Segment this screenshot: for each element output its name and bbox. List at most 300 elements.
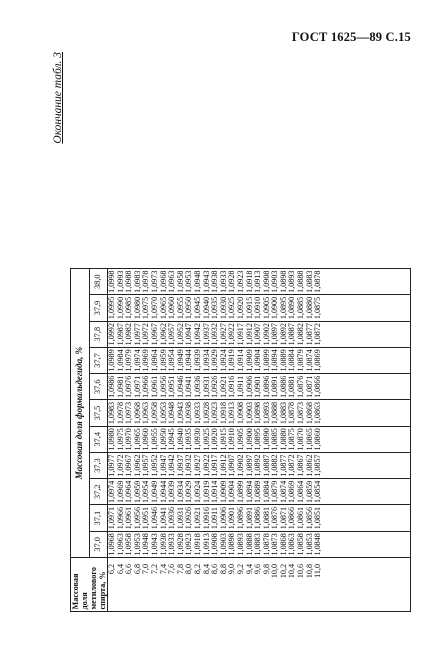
density-value: 1,0848 [313,533,323,556]
density-value: 1,0907 [227,454,237,477]
density-value: 1,0978 [115,401,125,425]
density-value: 1,0911 [235,375,245,398]
density-value: 1,0949 [149,480,159,503]
density-value: 1,0913 [253,270,263,293]
density-value: 1,0990 [115,296,125,320]
methanol-value: 10,2 [278,564,288,579]
density-value: 1,0918 [244,270,254,293]
density-value: 1,0971 [107,506,116,530]
density-value: 1,0940 [201,296,211,320]
density-value: 1,0956 [132,506,142,530]
density-value: 1,0883 [253,533,263,556]
methanol-value: 10,8 [304,564,314,579]
density-value: 1,0970 [124,428,134,451]
density-value: 1,0873 [296,401,306,425]
density-value: 1,0890 [261,428,271,451]
density-value: 1,0960 [141,428,151,451]
density-value: 1,0878 [287,401,297,425]
density-column [108,269,411,295]
density-value: 1,0892 [278,323,288,346]
density-column [108,347,411,373]
density-value: 1,0985 [124,296,134,320]
density-value: 1,0974 [132,349,142,372]
density-value: 1,0938 [158,533,168,556]
table-caption: Окончание табл. 3 [52,52,64,144]
density-value: 1,0993 [115,270,125,293]
methanol-value: 9,0 [227,564,237,575]
density-value: 1,0892 [253,454,263,477]
density-value: 1,0867 [296,454,306,477]
density-value: 1,0914 [210,480,220,503]
density-value: 1,0873 [270,533,280,556]
density-value: 1,0952 [175,323,185,346]
density-value: 1,0947 [184,323,194,346]
density-value: 1,0965 [158,296,168,320]
density-value: 1,0913 [201,533,211,556]
density-value: 1,0973 [124,401,134,425]
methanol-value: 8,6 [210,564,220,575]
density-value: 1,0866 [287,506,297,530]
density-value: 1,0912 [218,454,228,477]
density-value: 1,0898 [253,401,263,425]
density-value: 1,0952 [149,454,159,477]
density-value: 1,0874 [278,480,288,503]
column-header: 37,3 [89,452,108,478]
column-header: 37,4 [89,426,108,452]
density-value: 1,0851 [313,506,323,530]
density-value: 1,0936 [192,375,202,398]
density-value: 1,0933 [167,533,177,556]
density-value: 1,0963 [141,401,151,425]
density-value: 1,0903 [244,401,254,425]
page-title: ГОСТ 1625—89 С.15 [291,30,411,44]
density-value: 1,0893 [235,533,245,556]
density-value: 1,0908 [261,270,271,293]
density-value: 1,0945 [192,296,202,320]
density-value: 1,0981 [115,375,125,398]
methanol-value: 6,2 [107,564,116,575]
density-value: 1,0868 [304,401,314,425]
density-value: 1,0959 [132,480,142,503]
density-value: 1,0925 [201,428,211,451]
density-value: 1,0861 [296,506,306,530]
density-value: 1,0986 [107,375,116,398]
density-value: 1,0946 [149,506,159,530]
density-value: 1,0884 [287,349,297,372]
density-value: 1,0937 [175,454,185,477]
density-value: 1,0929 [210,349,220,372]
density-value: 1,0971 [132,375,142,398]
density-value: 1,0939 [167,480,177,503]
density-value: 1,0924 [218,349,228,372]
density-value: 1,0897 [244,454,254,477]
density-value: 1,0882 [270,454,280,477]
row-header-methanol: Массовая доля метилового спирта, % [71,558,108,612]
density-value: 1,0898 [227,533,237,556]
density-value: 1,0977 [107,454,116,477]
density-value: 1,0895 [278,296,288,320]
density-value: 1,0960 [167,296,177,320]
density-value: 1,0917 [210,454,220,477]
density-value: 1,0941 [184,375,194,398]
density-value: 1,0885 [270,428,280,451]
density-value: 1,0973 [149,270,159,293]
density-value: 1,0870 [296,428,306,451]
methanol-value: 7,0 [141,564,151,575]
density-value: 1,0967 [124,454,134,477]
density-value: 1,0995 [107,296,116,320]
density-value: 1,0977 [132,323,142,346]
density-value: 1,0898 [278,270,288,293]
density-value: 1,0899 [235,480,245,503]
density-value: 1,0955 [149,428,159,451]
density-value: 1,0983 [107,401,116,425]
density-value: 1,0923 [235,270,245,293]
density-value: 1,0904 [227,480,237,503]
density-value: 1,0902 [235,454,245,477]
column-header: 37,6 [89,374,108,400]
density-value: 1,0957 [141,454,151,477]
density-value: 1,0899 [261,349,271,372]
methanol-value: 10,0 [270,564,280,579]
density-value: 1,0944 [184,349,194,372]
header-row-span [71,269,90,612]
density-value: 1,0975 [115,428,125,451]
density-value: 1,0860 [313,428,323,451]
density-value: 1,0881 [287,375,297,398]
density-value: 1,0865 [304,428,314,451]
density-value: 1,0923 [184,533,194,556]
density-value: 1,0992 [107,323,116,346]
column-header: 37,1 [89,505,108,531]
density-value: 1,0949 [175,349,185,372]
methanol-value: 7,4 [158,564,168,575]
density-value: 1,0936 [167,506,177,530]
density-value: 1,0934 [175,480,185,503]
density-value: 1,0947 [158,454,168,477]
density-value: 1,0890 [287,296,297,320]
density-value: 1,0853 [304,533,314,556]
density-value: 1,0931 [175,506,185,530]
density-value: 1,0980 [132,296,142,320]
density-value: 1,0876 [270,506,280,530]
density-value: 1,0866 [313,375,323,398]
density-value: 1,0879 [296,349,306,372]
density-value: 1,0874 [304,349,314,372]
density-value: 1,0903 [218,533,228,556]
methanol-column [108,558,411,612]
density-value: 1,0928 [201,401,211,425]
density-value: 1,0921 [192,506,202,530]
density-value: 1,0905 [261,296,271,320]
density-value: 1,0972 [115,454,125,477]
density-value: 1,0932 [210,323,220,346]
density-value: 1,0935 [184,428,194,451]
density-column [108,531,411,557]
density-value: 1,0889 [253,480,263,503]
density-value: 1,0906 [244,375,254,398]
density-value: 1,0929 [184,480,194,503]
density-column [108,479,411,505]
density-value: 1,0877 [304,323,314,346]
density-column [108,374,411,400]
density-value: 1,0948 [192,270,202,293]
density-value: 1,0951 [167,375,177,398]
density-value: 1,0918 [218,401,228,425]
column-header: 37,9 [89,295,108,321]
table-row [108,269,411,612]
density-value: 1,0984 [115,349,125,372]
density-value: 1,0943 [175,401,185,425]
density-value: 1,0910 [227,428,237,451]
density-value: 1,0962 [132,454,142,477]
density-value: 1,0959 [158,349,168,372]
density-value: 1,0953 [158,401,168,425]
density-value: 1,0882 [296,323,306,346]
column-header: 37,8 [89,321,108,347]
density-value: 1,0891 [244,506,254,530]
density-value: 1,0938 [184,401,194,425]
density-value: 1,0943 [201,270,211,293]
density-value: 1,0912 [244,323,254,346]
density-value: 1,0916 [201,506,211,530]
density-value: 1,0856 [304,506,314,530]
density-value: 1,0958 [149,401,159,425]
density-value: 1,0924 [192,480,202,503]
density-value: 1,0894 [244,480,254,503]
density-value: 1,0989 [107,349,116,372]
density-value: 1,0939 [192,349,202,372]
density-value: 1,0903 [270,270,280,293]
density-value: 1,0968 [132,401,142,425]
rotated-table-block [52,44,424,612]
methanol-value: 7,2 [149,564,159,575]
methanol-value: 8,8 [218,564,228,575]
density-value: 1,0983 [132,270,142,293]
density-value: 1,0876 [296,375,306,398]
density-value: 1,0964 [149,349,159,372]
density-value: 1,0869 [287,480,297,503]
column-header: 37,7 [89,347,108,373]
density-value: 1,0922 [201,454,211,477]
density-value: 1,0938 [210,270,220,293]
density-value: 1,0891 [270,375,280,398]
density-value: 1,0978 [141,270,151,293]
density-value: 1,0888 [244,533,254,556]
density-value: 1,0902 [261,323,271,346]
density-value: 1,0942 [192,323,202,346]
density-value: 1,0987 [115,323,125,346]
density-value: 1,0967 [149,323,159,346]
density-value: 1,0895 [253,428,263,451]
density-value: 1,0969 [141,349,151,372]
density-value: 1,0934 [201,349,211,372]
density-value: 1,0954 [167,349,177,372]
density-value: 1,0953 [132,533,142,556]
density-value: 1,0884 [261,480,271,503]
density-value: 1,0918 [192,533,202,556]
methanol-value: 8,2 [192,564,202,575]
density-value: 1,0932 [184,454,194,477]
density-value: 1,0877 [278,454,288,477]
density-value: 1,0893 [261,401,271,425]
density-value: 1,0878 [313,270,323,293]
density-value: 1,0933 [192,401,202,425]
methanol-value: 9,4 [244,564,254,575]
density-value: 1,0897 [270,323,280,346]
density-value: 1,0915 [218,428,228,451]
density-value: 1,0951 [141,506,151,530]
density-value: 1,0910 [253,296,263,320]
density-value: 1,0920 [235,296,245,320]
density-value: 1,0933 [218,270,228,293]
density-value: 1,0871 [278,506,288,530]
density-value: 1,0930 [192,428,202,451]
density-value: 1,0864 [296,480,306,503]
density-value: 1,0881 [261,506,271,530]
column-header: 37,2 [89,479,108,505]
density-value: 1,0964 [124,480,134,503]
density-value: 1,0875 [287,428,297,451]
column-header: 37,5 [89,400,108,426]
density-value: 1,0928 [227,270,237,293]
density-value: 1,0935 [210,296,220,320]
density-value: 1,0854 [313,480,323,503]
density-value: 1,0946 [175,375,185,398]
density-value: 1,0957 [167,323,177,346]
density-value: 1,0914 [235,349,245,372]
density-value: 1,0955 [175,296,185,320]
methanol-value: 10,6 [296,564,306,579]
density-value: 1,0930 [218,296,228,320]
density-value: 1,0966 [115,506,125,530]
density-column [108,400,411,426]
methanol-value: 6,6 [124,564,134,575]
density-value: 1,0965 [132,428,142,451]
density-value: 1,0900 [270,296,280,320]
density-value: 1,0937 [201,323,211,346]
density-value: 1,0913 [227,401,237,425]
methanol-value: 11,0 [313,564,323,578]
density-value: 1,0921 [218,375,228,398]
density-value: 1,0915 [244,296,254,320]
density-value: 1,0862 [304,454,314,477]
density-value: 1,0875 [313,296,323,320]
methanol-value: 6,8 [132,564,142,575]
density-value: 1,0940 [175,428,185,451]
density-value: 1,0919 [227,349,237,372]
density-value: 1,0883 [304,270,314,293]
density-column [108,321,411,347]
density-value: 1,0966 [141,375,151,398]
density-table [70,268,411,612]
density-value: 1,0920 [210,428,220,451]
density-value: 1,0976 [124,375,134,398]
methanol-value: 9,6 [253,564,263,575]
density-value: 1,0908 [235,401,245,425]
density-value: 1,0917 [235,323,245,346]
density-value: 1,0916 [227,375,237,398]
density-value: 1,0888 [270,401,280,425]
density-value: 1,0886 [278,375,288,398]
density-value: 1,0886 [253,506,263,530]
density-value: 1,0900 [244,428,254,451]
density-value: 1,0880 [304,296,314,320]
density-value: 1,0926 [210,375,220,398]
density-value: 1,0887 [287,323,297,346]
density-value: 1,0961 [149,375,159,398]
density-value: 1,0945 [167,428,177,451]
methanol-value: 7,8 [175,564,185,575]
density-value: 1,0863 [287,533,297,556]
density-value: 1,0868 [278,533,288,556]
methanol-value: 8,0 [184,564,194,575]
density-value: 1,0958 [124,533,134,556]
density-value: 1,0963 [115,533,125,556]
density-value: 1,0943 [149,533,159,556]
density-value: 1,0925 [227,296,237,320]
column-header: 38,0 [89,269,108,295]
density-value: 1,0950 [158,428,168,451]
density-value: 1,0901 [227,506,237,530]
density-value: 1,0974 [107,480,116,503]
density-value: 1,0888 [296,270,306,293]
density-value: 1,0857 [313,454,323,477]
density-value: 1,0909 [218,480,228,503]
density-value: 1,0953 [184,270,194,293]
density-value: 1,0954 [141,480,151,503]
density-value: 1,0944 [158,480,168,503]
density-value: 1,0968 [107,533,116,556]
density-value: 1,0904 [253,349,263,372]
density-value: 1,0908 [210,533,220,556]
density-value: 1,0872 [313,323,323,346]
methanol-value: 9,8 [261,564,271,575]
density-value: 1,0979 [124,349,134,372]
density-value: 1,0927 [218,323,228,346]
density-value: 1,0969 [115,480,125,503]
density-value: 1,0906 [218,506,228,530]
density-value: 1,0887 [261,454,271,477]
methanol-value: 8,4 [201,564,211,575]
density-value: 1,0885 [296,296,306,320]
density-value: 1,0968 [158,270,168,293]
density-column [108,295,411,321]
density-value: 1,0975 [141,296,151,320]
density-value: 1,0869 [313,349,323,372]
density-value: 1,0988 [124,270,134,293]
density-value: 1,0928 [175,533,185,556]
density-value: 1,0905 [235,428,245,451]
density-value: 1,0942 [167,454,177,477]
density-column [108,452,411,478]
span-header-formaldehyde: Массовая доля формальдегида, % [71,269,90,558]
density-value: 1,0956 [158,375,168,398]
density-value: 1,0896 [261,375,271,398]
density-value: 1,0872 [287,454,297,477]
density-value: 1,0948 [167,401,177,425]
density-value: 1,0923 [210,401,220,425]
density-value: 1,0998 [107,270,116,293]
density-value: 1,0859 [304,480,314,503]
density-value: 1,0926 [184,506,194,530]
density-value: 1,0972 [141,323,151,346]
density-value: 1,0961 [124,506,134,530]
density-value: 1,0950 [184,296,194,320]
density-value: 1,0863 [313,401,323,425]
density-value: 1,0982 [124,323,134,346]
methanol-value: 7,6 [167,564,177,575]
